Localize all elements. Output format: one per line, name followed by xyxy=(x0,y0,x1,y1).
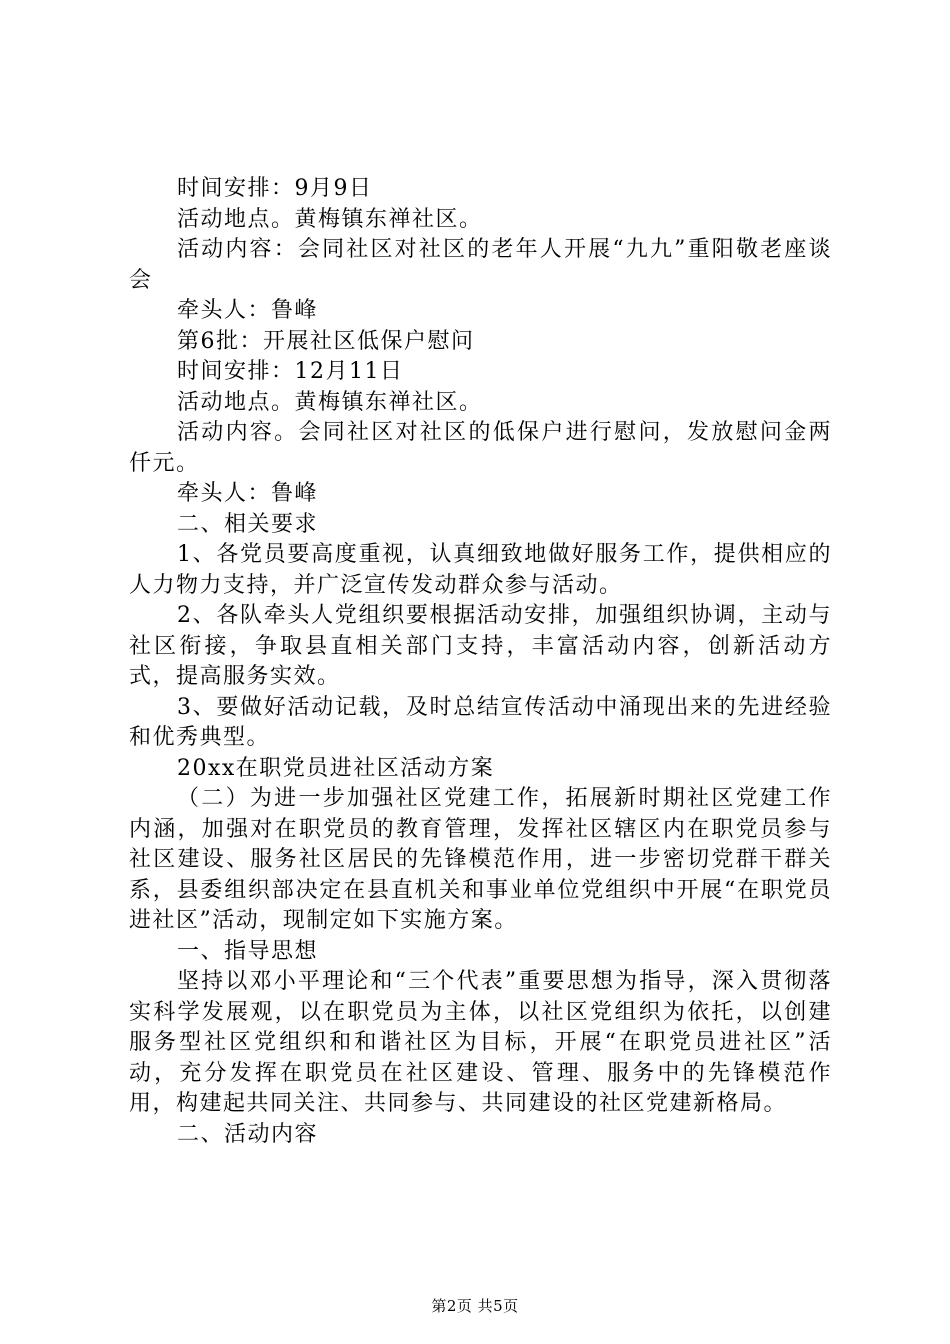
paragraph-batch-6: 第6批：开展社区低保户慰问 xyxy=(177,328,475,354)
paragraph-time-schedule-2: 时间安排：12月11日 xyxy=(177,359,404,384)
document-subtitle: 20xx在职党员进社区活动方案 xyxy=(177,755,495,781)
paragraph-requirement-1: 1、各党员要高度重视，认真细致地做好服务工作，提供相应的人力物力支持，并广泛宣传发动群众参与活动。 xyxy=(129,542,832,598)
document-body xyxy=(129,174,832,1150)
page-number-footer: 第2页 共5页 xyxy=(431,1297,519,1315)
paragraph-location-2: 活动地点。黄梅镇东禅社区。 xyxy=(177,389,483,415)
paragraph-lead-1: 牵头人：鲁峰 xyxy=(177,298,319,323)
paragraph-lead-2: 牵头人：鲁峰 xyxy=(177,481,319,506)
section-heading-guiding-ideology: 一、指导思想 xyxy=(177,938,319,964)
section-heading-requirements: 二、相关要求 xyxy=(177,511,319,537)
paragraph-intro: （二）为进一步加强社区党建工作，拓展新时期社区党建工作内涵，加强对在职党员的教育管理，发挥社区辖区内在职党员参与社区建设、服务社区居民的先锋模范作用，进一步密切党群干群关系，县委组织部决定在县直机关和事业单位党组织中开展“在职党员进社区”活动，现制定如下实施方案。 xyxy=(129,786,832,933)
paragraph-requirement-3: 3、要做好活动记载，及时总结宣传活动中涌现出来的先进经验和优秀典型。 xyxy=(129,694,832,750)
paragraph-requirement-2: 2、各队牵头人党组织要根据活动安排，加强组织协调，主动与社区衔接，争取县直相关部门支持，丰富活动内容，创新活动方式，提高服务实效。 xyxy=(129,603,832,689)
paragraph-guiding-ideology: 坚持以邓小平理论和“三个代表”重要思想为指导，深入贯彻落实科学发展观，以在职党员为主体，以社区党组织为依托，以创建服务型社区党组织和和谐社区为目标，开展“在职党员进社区”活动，充分发挥在职党员在社区建设、管理、服务中的先锋模范作用，构建起共同关注、共同参与、共同建设的社区党建新格局。 xyxy=(129,969,832,1116)
paragraph-location-1: 活动地点。黄梅镇东禅社区。 xyxy=(177,206,483,232)
section-heading-activity-content: 二、活动内容 xyxy=(177,1121,319,1147)
paragraph-content-2: 活动内容。会同社区对社区的低保户进行慰问，发放慰问金两仟元。 xyxy=(129,420,832,476)
paragraph-time-schedule-1: 时间安排：9月9日 xyxy=(177,176,373,201)
paragraph-content-1: 活动内容：会同社区对社区的老年人开展“九九”重阳敬老座谈会 xyxy=(129,237,832,293)
